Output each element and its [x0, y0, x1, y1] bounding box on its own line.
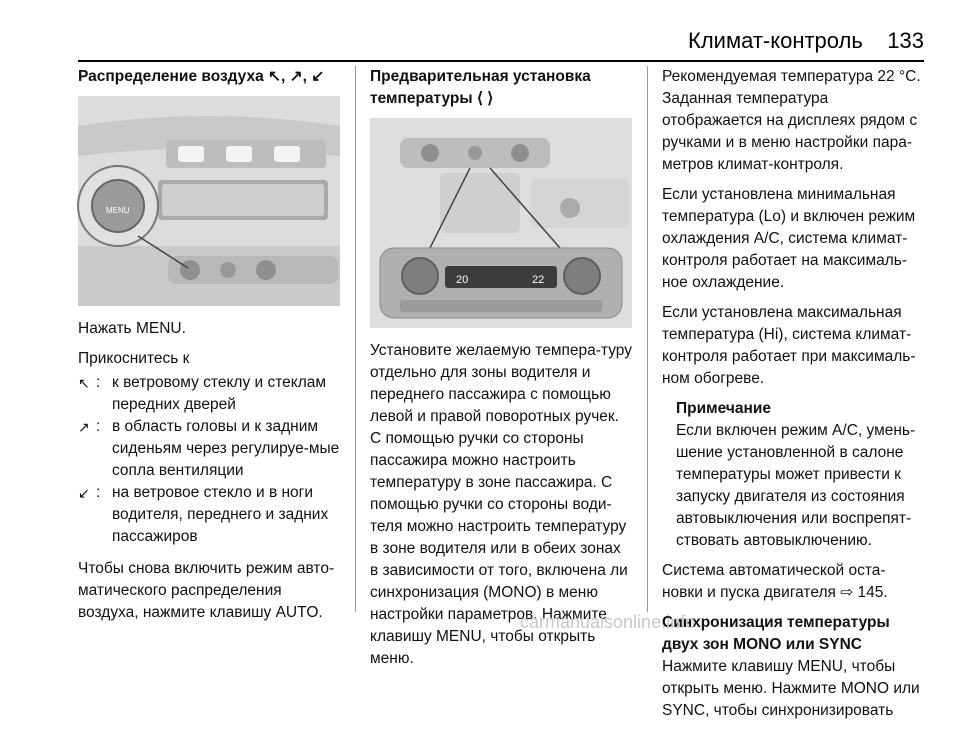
column-1 [78, 66, 340, 632]
watermark: carmanualsonline.info [520, 612, 696, 632]
list-item-text: к ветровому стеклу и стеклам передних дверей [112, 374, 327, 413]
column-separator-2 [647, 66, 648, 612]
windshield-air-icon: ↖ [78, 375, 90, 391]
touch-text: Прикоснитесь к [78, 350, 190, 367]
left-temp-display: 20 [456, 274, 469, 286]
maximum-temp-text: Если установлена максимальная температура (Hi), система климат-контроля работает при максималь-ном обогреве. [662, 304, 916, 387]
press-menu-text: Нажать MENU. [78, 320, 186, 337]
list-item: ↗ : в область головы и к задним сиденьям через регулируе-мые сопла вентиляции [78, 416, 340, 482]
menu-knob-label: MENU [106, 206, 130, 215]
page-header-title: Климат-контроль [688, 28, 863, 53]
list-item-text: в область головы и к задним сиденьям через регулируе-мые сопла вентиляции [112, 418, 340, 479]
right-temp-display: 22 [532, 274, 545, 286]
note-text: Если включен режим A/C, умень-шение установленной в салоне температуры может привести к запуску двигателя из состояния автовыключения или воспрепят-ствовать автовыключению. [676, 422, 916, 549]
note-block [662, 398, 924, 552]
page-number: 133 [887, 28, 924, 53]
air-distribution-list [78, 372, 340, 548]
header-rule [78, 60, 924, 62]
sync-text: Нажмите клавишу MENU, чтобы открыть меню. Нажмите MONO или SYNC, чтобы синхронизировать [662, 658, 920, 719]
minimum-temp-text: Если установлена минимальная температура (Lo) и включен режим охлаждения A/C, система климат-контроля работает на максималь-ное охлаждение. [662, 186, 916, 291]
sync-heading: Синхронизация температуры двух зон MONO или SYNC [662, 614, 890, 653]
list-item: ↖ : к ветровому стеклу и стеклам передних дверей [78, 372, 340, 416]
climate-panel-illustration [370, 118, 632, 328]
column-2 [370, 66, 632, 678]
temperature-preset-heading: Предварительная установка температуры ⟨ ⟩ [370, 68, 591, 107]
air-distribution-heading: Распределение воздуха ↖, ↗, ↙ [78, 68, 325, 85]
auto-mode-text: Чтобы снова включить режим авто-матического распределения воздуха, нажмите клавишу AUTO. [78, 560, 335, 621]
note-title: Примечание [676, 400, 771, 417]
temperature-body-text: Установите желаемую темпера-туру отдельно для зоны водителя и переднего пассажира с помощью левой и правой поворотных ручек. С помощью ручки со стороны пассажира можно настроить температуру в зоне пассажира. С помощью ручки со стороны води-теля можно настроить температуру в зоне водителя или в обеих зонах в зависимости от того, включена ли синхронизация (MONO) в меню настройки параметров. Нажмите клавишу MENU, чтобы открыть меню. [370, 342, 632, 667]
climate-panel-figure [370, 118, 632, 328]
list-item-text: на ветровое стекло и в ноги водителя, переднего и задних пассажиров [112, 484, 329, 545]
dashboard-figure [78, 96, 340, 306]
auto-stop-text: Система автоматической оста-новки и пуска двигателя ⇨ 145. [662, 562, 888, 601]
list-item: ↙ : на ветровое стекло и в ноги водителя, переднего и задних пассажиров [78, 482, 340, 548]
column-3 [662, 66, 924, 730]
head-air-icon: ↗ [78, 419, 90, 435]
feet-air-icon: ↙ [78, 485, 90, 501]
column-separator-1 [355, 66, 356, 612]
recommended-temp-text: Рекомендуемая температура 22 °C. Заданная температура отображается на дисплеях рядом с ручками и в меню настройки пара-метров климат-контроля. [662, 68, 921, 173]
